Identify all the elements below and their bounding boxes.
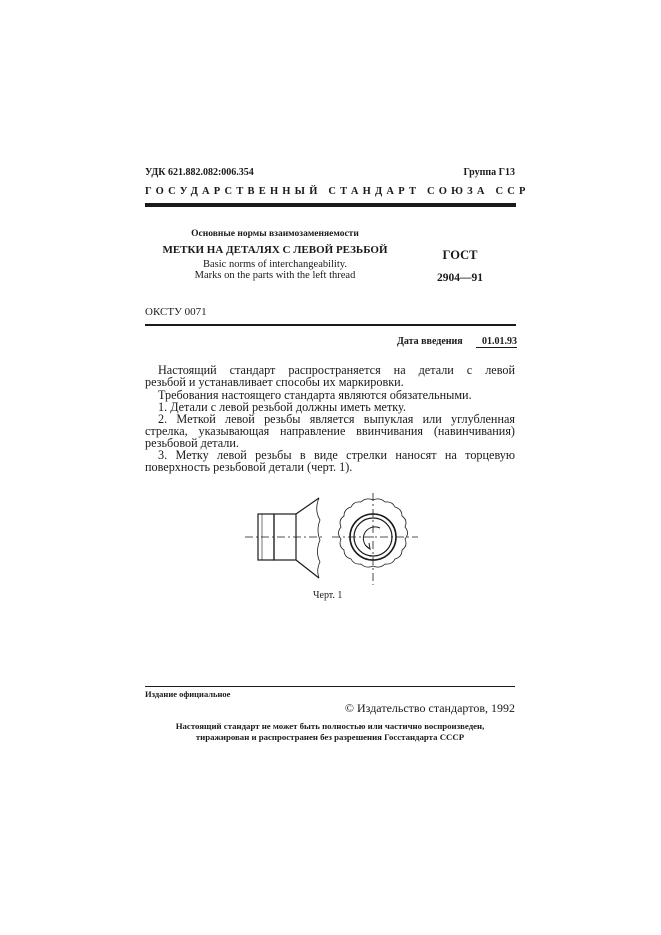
date-label: Дата введения <box>397 336 463 347</box>
body-line: резьбовой детали. <box>145 436 239 450</box>
title-ru: МЕТКИ НА ДЕТАЛЯХ С ЛЕВОЙ РЕЗЬБОЙ <box>162 244 388 256</box>
body-line: 3. Метку левой резьбы в виде стрелки наносят на торцевую <box>158 448 515 462</box>
copyright: © Издательство стандартов, 1992 <box>344 701 515 715</box>
body-line: стрелка, указывающая направление ввинчивания (навинчивания) <box>145 424 515 438</box>
subtitle-en: Basic norms of interchangeability. <box>203 259 347 270</box>
body-line: Требования настоящего стандарта являются обязательными. <box>158 388 472 402</box>
gost-label: ГОСТ <box>442 248 478 262</box>
title-en: Marks on the parts with the left thread <box>194 270 356 281</box>
notice-line-2: тиражирован и распространен без разрешения Госстандарта СССР <box>195 732 465 742</box>
udk-code: УДК 621.882.082:006.354 <box>145 167 254 178</box>
figure-thread-mark-drawing <box>240 490 430 600</box>
body-line: резьбой и устанавливает способы их маркировки. <box>145 375 404 389</box>
group-code: Группа Г13 <box>463 167 515 178</box>
footer-rule <box>145 686 515 687</box>
body-line: 1. Детали с левой резьбой должны иметь метку. <box>158 400 406 414</box>
notice-line-1: Настоящий стандарт не может быть полностью или частично воспроизведен, <box>175 721 485 731</box>
okstu-code: ОКСТУ 0071 <box>145 306 207 318</box>
edition-label: Издание официальное <box>145 689 231 699</box>
body-line: поверхность резьбовой детали (черт. 1). <box>145 460 353 474</box>
subtitle-ru: Основные нормы взаимозаменяемости <box>191 229 359 239</box>
okstu-rule <box>145 324 516 326</box>
gost-number: 2904—91 <box>437 272 483 284</box>
figure-caption: Черт. 1 <box>313 590 343 601</box>
body-line: 2. Меткой левой резьбы является выпуклая или углубленная <box>158 412 515 426</box>
org-heading: ГОСУДАРСТВЕННЫЙ СТАНДАРТ СОЮЗА ССР <box>145 186 530 197</box>
header-rule <box>145 203 516 207</box>
body-line: Настоящий стандарт распространяется на детали с левой <box>158 363 515 377</box>
date-value: 01.01.93 <box>476 336 517 348</box>
